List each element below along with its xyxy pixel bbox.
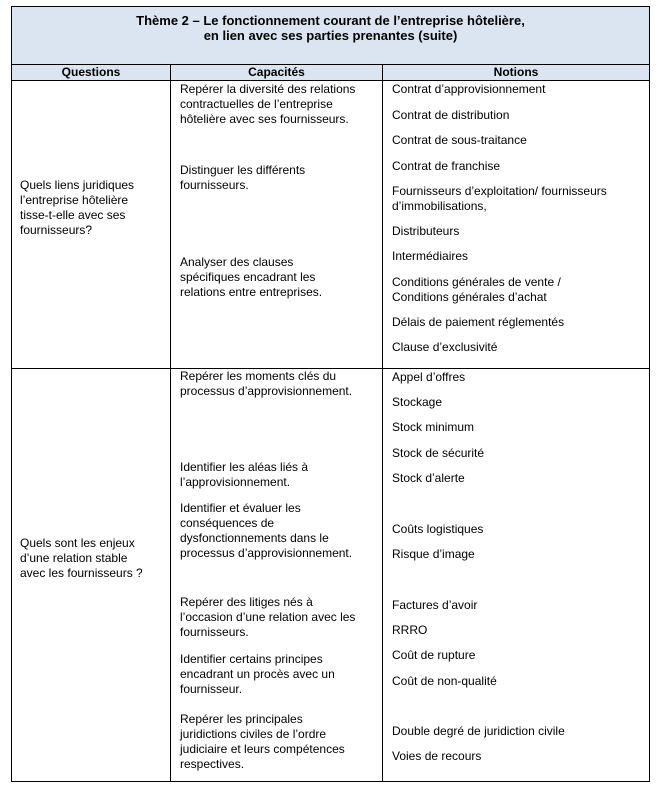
notion-1-4: Contrat de franchise (392, 159, 501, 173)
capacite-1-1: Repérer la diversité des relations contractuelles de l’entreprise hôtelière avec ses fournisseurs. (180, 82, 356, 126)
capacite-2-1: Repérer les moments clés du processus d’approvisionnement. (180, 369, 353, 398)
question-1: Quels liens juridiques l’entreprise hôtelière tisse-t-elle avec ses fournisseurs? (20, 178, 135, 237)
header-questions: Questions (12, 65, 170, 81)
capacite-2-6: Repérer les principales juridictions civiles de l’ordre judiciaire et leurs compétences respectives. (180, 712, 345, 771)
notion-2-3: Stock minimum (392, 420, 475, 434)
header-notions: Notions (383, 65, 649, 81)
notion-1-3: Contrat de sous-traitance (392, 133, 527, 147)
capacite-1-2: Distinguer les différents fournisseurs. (180, 163, 306, 192)
notion-1-9: Délais de paiement réglementés (392, 315, 565, 329)
question-2: Quels sont les enjeux d’une relation stable avec les fournisseurs ? (20, 536, 143, 580)
notion-2-8: Factures d’avoir (392, 598, 478, 612)
notion-2-5: Stock d’alerte (392, 471, 465, 485)
title-line-1: Thème 2 – Le fonctionnement courant de l’entreprise hôtelière, (136, 13, 525, 28)
notion-2-11: Coût de non-qualité (392, 674, 497, 688)
table-title (12, 7, 649, 65)
notion-2-13: Voies de recours (392, 749, 482, 763)
notion-2-9: RRRO (392, 623, 428, 637)
notion-2-2: Stockage (392, 395, 443, 409)
notion-2-7: Risque d’image (392, 547, 475, 561)
capacite-2-3: Identifier et évaluer les conséquences de dysfonctionnements dans le processus d’approvisionnement. (180, 501, 353, 560)
header-capacites: Capacités (171, 65, 382, 81)
notion-1-7: Intermédiaires (392, 249, 469, 263)
notion-2-12: Double degré de juridiction civile (392, 724, 565, 738)
notion-1-8: Conditions générales de vente / Conditions générales d’achat (392, 275, 561, 304)
capacite-2-2: Identifier les aléas liés à l’approvisionnement. (180, 460, 309, 489)
column-divider-1 (170, 65, 171, 781)
title-line-2: en lien avec ses parties prenantes (suite) (203, 28, 458, 43)
capacite-2-5: Identifier certains principes encadrant un procès avec un fournisseur. (180, 652, 335, 696)
curriculum-table (11, 6, 650, 782)
notion-1-10: Clause d’exclusivité (392, 340, 498, 354)
capacite-1-3: Analyser des clauses spécifiques encadrant les relations entre entreprises. (180, 255, 323, 299)
notion-1-2: Contrat de distribution (392, 108, 510, 122)
notion-2-1: Appel d’offres (392, 370, 466, 384)
notion-1-5: Fournisseurs d’exploitation/ fournisseurs d’immobilisations, (392, 184, 607, 213)
notion-1-1: Contrat d’approvisionnement (392, 82, 546, 96)
notion-2-4: Stock de sécurité (392, 446, 485, 460)
notion-1-6: Distributeurs (392, 224, 460, 238)
notion-2-10: Coût de rupture (392, 648, 476, 662)
notion-2-6: Coûts logistiques (392, 522, 484, 536)
column-divider-2 (382, 65, 383, 781)
capacite-2-4: Repérer des litiges nés à l’occasion d’une relation avec les fournisseurs. (180, 595, 356, 639)
